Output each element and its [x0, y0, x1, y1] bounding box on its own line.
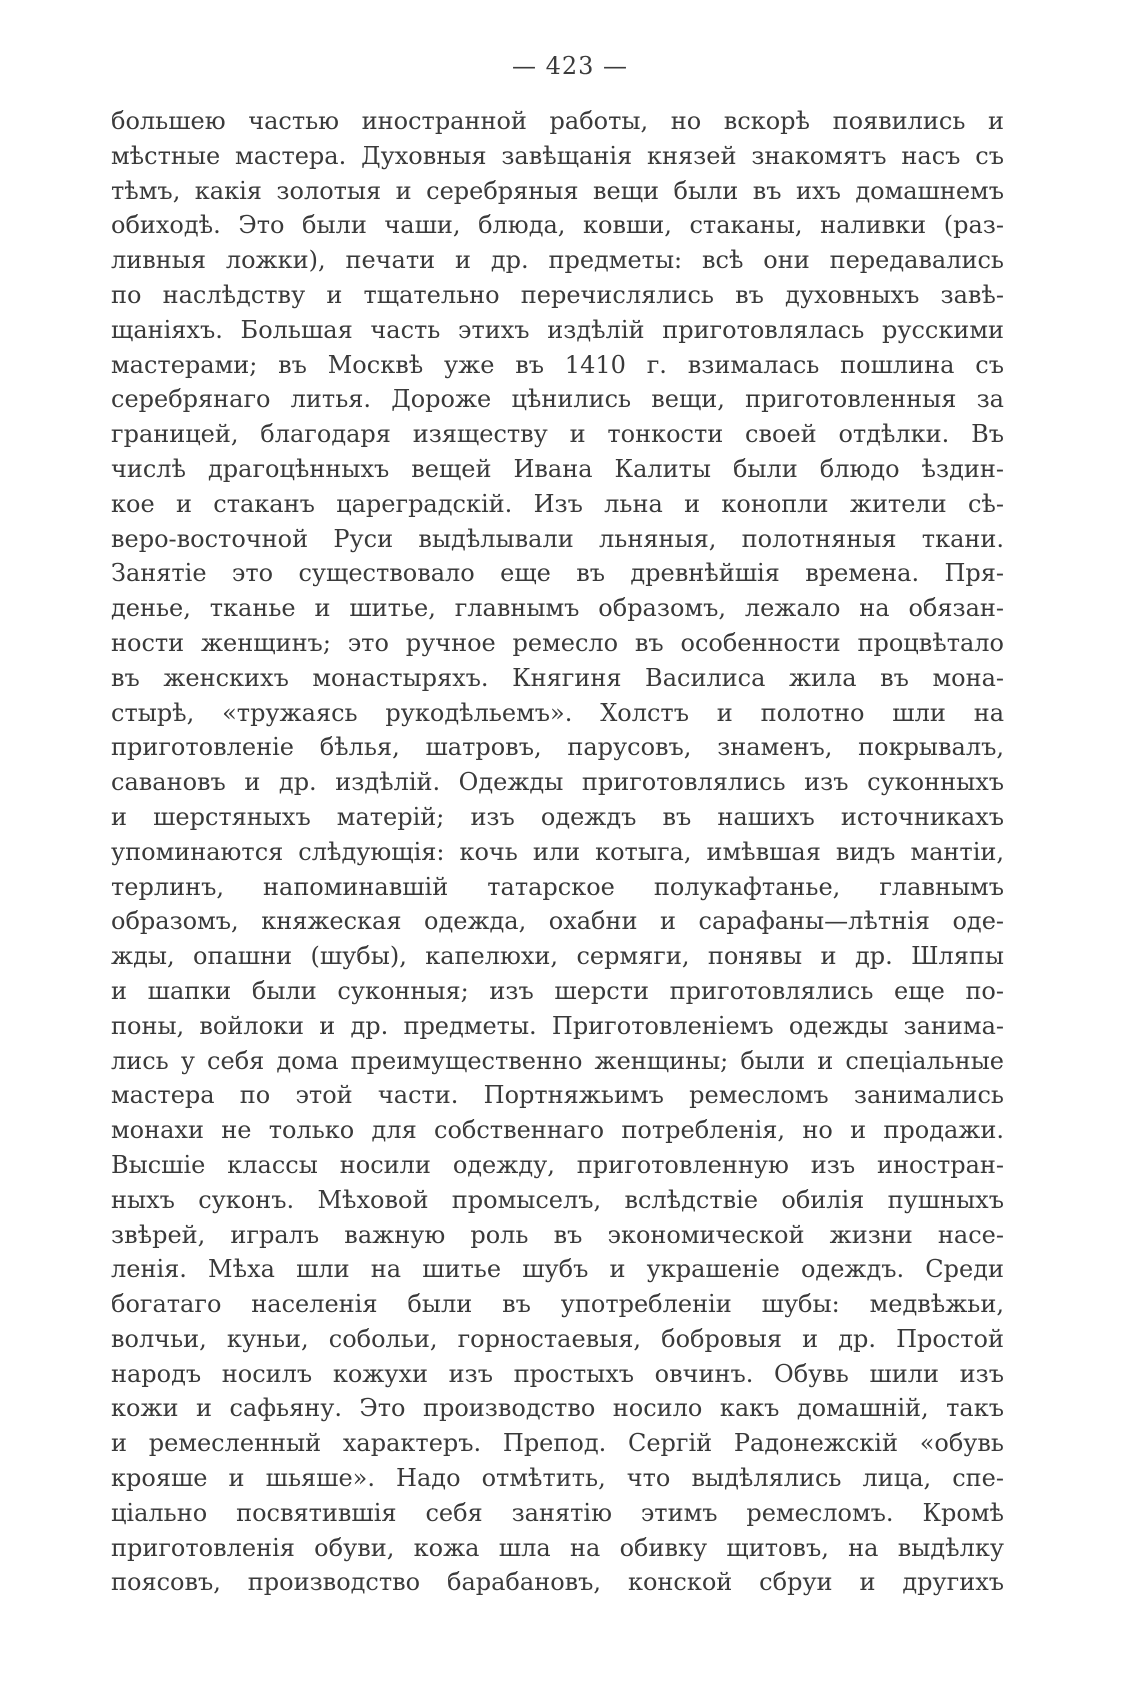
text-line: монахи не только для собственнаго потребленія, но и продажи. — [111, 1116, 1004, 1145]
text-line: большею частью иностранной работы, но вскорѣ появились и — [111, 107, 1004, 135]
text-line: числѣ драгоцѣнныхъ вещей Ивана Калиты были блюдо ѣздин- — [111, 454, 1004, 483]
text-line: мастера по этой части. Портняжьимъ ремесломъ занимались — [111, 1081, 1004, 1110]
text-line: ныхъ суконъ. Мѣховой промыселъ, вслѣдствіе обилія пушныхъ — [111, 1185, 1004, 1214]
text-line: Занятіе это существовало еще въ древнѣйшія времена. Пря- — [111, 559, 1004, 588]
text-line: ности женщинъ; это ручное ремесло въ особенности процвѣтало — [111, 628, 1004, 657]
text-line: поны, войлоки и др. предметы. Приготовленіемъ одежды занима- — [111, 1011, 1004, 1040]
text-line: кожи и сафьяну. Это производство носило какъ домашній, такъ — [111, 1394, 1004, 1423]
text-line: веро-восточной Руси выдѣлывали льняныя, полотняныя ткани. — [111, 524, 1004, 553]
text-line: упоминаются слѣдующія: кочь или котыга, имѣвшая видъ мантіи, — [111, 837, 1004, 866]
text-line: мѣстные мастера. Духовныя завѣщанія князей знакомятъ насъ съ — [111, 141, 1004, 170]
text-line: образомъ, княжеская одежда, охабни и сарафаны—лѣтнія оде- — [111, 907, 1004, 936]
text-line: и ремесленный характеръ. Препод. Сергій Радонежскій «обувь — [111, 1429, 1004, 1458]
text-line: богатаго населенія были въ употребленіи шубы: медвѣжьи, — [111, 1290, 1004, 1319]
page-number: — 423 — — [511, 52, 629, 80]
text-line: народъ носилъ кожухи изъ простыхъ овчинъ. Обувь шили изъ — [111, 1359, 1004, 1388]
text-line: и шапки были суконныя; изъ шерсти приготовлялись еще по- — [111, 976, 1004, 1005]
text-line: обиходѣ. Это были чаши, блюда, ковши, стаканы, наливки (раз- — [111, 211, 1004, 240]
text-line: ленія. Мѣха шли на шитье шубъ и украшеніе одеждъ. Среди — [111, 1255, 1004, 1284]
text-line: приготовленіе бѣлья, шатровъ, парусовъ, знаменъ, покрывалъ, — [111, 733, 1004, 762]
text-line: въ женскихъ монастыряхъ. Княгиня Василиса жила въ мона- — [111, 663, 1004, 692]
text-line: и шерстяныхъ матерій; изъ одеждъ въ нашихъ источникахъ — [111, 802, 1004, 831]
text-line: терлинъ, напоминавшій татарское полукафтанье, главнымъ — [111, 872, 1004, 901]
text-line: стырѣ, «тружаясь рукодѣльемъ». Холстъ и полотно шли на — [111, 698, 1004, 727]
text-line: савановъ и др. издѣлій. Одежды приготовлялись изъ суконныхъ — [111, 768, 1004, 797]
text-line: поясовъ, производство барабановъ, конской сбруи и другихъ — [111, 1568, 1004, 1597]
text-line: по наслѣдству и тщательно перечислялись въ духовныхъ завѣ- — [111, 280, 1004, 309]
text-line: крояше и шьяше». Надо отмѣтить, что выдѣлялись лица, спе- — [111, 1464, 1004, 1493]
text-line: Высшіе классы носили одежду, приготовленную изъ иностран- — [111, 1150, 1004, 1179]
text-line: приготовленія обуви, кожа шла на обивку щитовъ, на выдѣлку — [111, 1533, 1004, 1562]
text-line: звѣрей, игралъ важную роль въ экономической жизни насе- — [111, 1220, 1004, 1249]
text-line: жды, опашни (шубы), капелюхи, сермяги, понявы и др. Шляпы — [111, 942, 1004, 971]
text-line: ціально посвятившія себя занятію этимъ ремесломъ. Кромѣ — [111, 1498, 1004, 1527]
text-line: денье, тканье и шитье, главнымъ образомъ, лежало на обязан- — [111, 594, 1004, 623]
text-line: мастерами; въ Москвѣ уже въ 1410 г. взималась пошлина съ — [111, 350, 1004, 379]
text-line: волчьи, куньи, собольи, горностаевыя, бобровыя и др. Простой — [111, 1324, 1004, 1353]
text-line: щаніяхъ. Большая часть этихъ издѣлій приготовлялась русскими — [111, 315, 1004, 344]
text-line: тѣмъ, какія золотыя и серебряныя вещи были въ ихъ домашнемъ — [111, 176, 1004, 205]
text-line: кое и стаканъ цареградскій. Изъ льна и конопли жители сѣ- — [111, 489, 1004, 518]
text-line: границей, благодаря изяществу и тонкости своей отдѣлки. Въ — [111, 420, 1004, 449]
text-line: ливныя ложки), печати и др. предметы: всѣ они передавались — [111, 246, 1004, 275]
body-text — [111, 104, 1004, 1600]
text-line: лись у себя дома преимущественно женщины; были и спеціальные — [111, 1046, 1004, 1075]
text-line: серебрянаго литья. Дороже цѣнились вещи, приготовленныя за — [111, 385, 1004, 414]
